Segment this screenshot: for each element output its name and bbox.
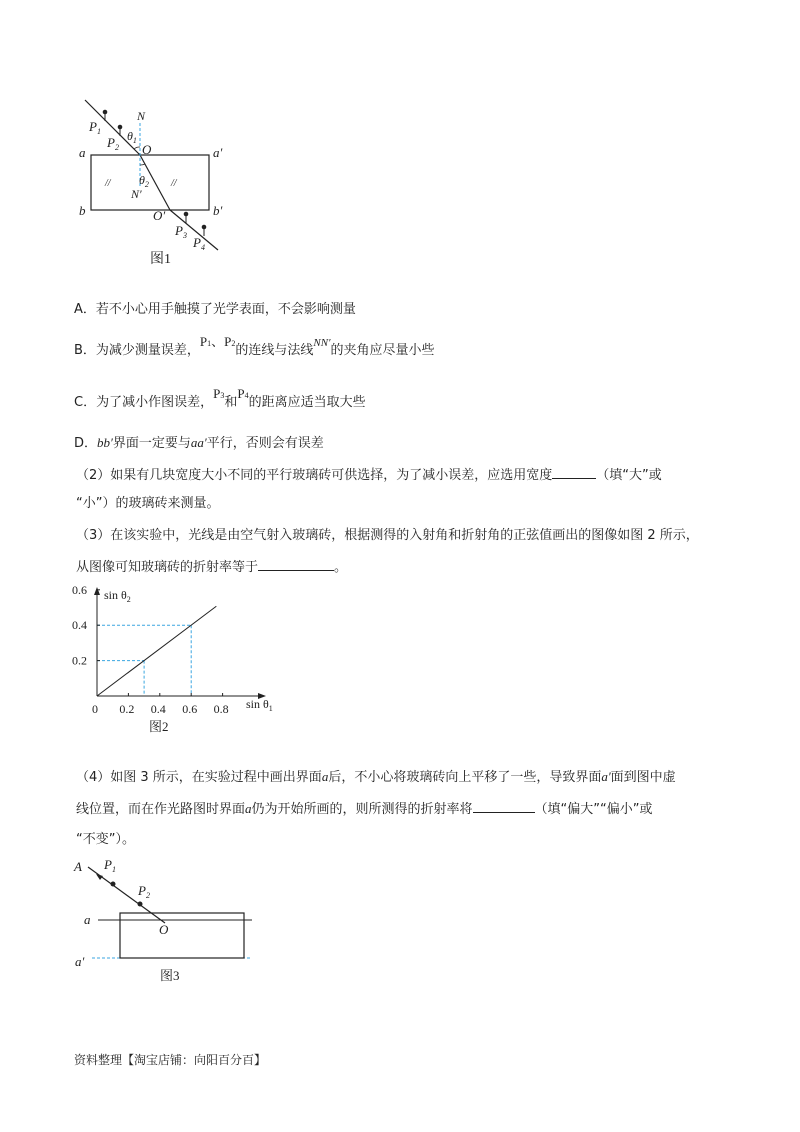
label-a-fig3: a: [84, 912, 91, 927]
q2-line2: “小”）的玻璃砖来测量。: [76, 496, 220, 511]
q4-line2-end: （填“偏大”“偏小”或: [534, 802, 653, 817]
figure-3: [70, 855, 270, 990]
label-o: O: [142, 142, 152, 157]
label-p2-fig3: $P_2$: [138, 883, 150, 900]
q4-answer-blank[interactable]: [473, 798, 535, 813]
option-d-post: 平行，否则会有误差: [206, 436, 324, 451]
q2-text-end: （填“大”或: [596, 468, 662, 483]
pin-p4: [202, 225, 207, 236]
pin-p2-fig3: [138, 902, 143, 907]
label-a-prime: a′: [213, 145, 223, 160]
x-axis-label: $\sin \theta_1$: [246, 697, 273, 713]
option-d-aa: aa′: [190, 435, 207, 450]
option-c: [74, 386, 366, 414]
figure-2-chart: [70, 585, 290, 735]
option-b: [74, 334, 435, 362]
label-theta1: $\theta_1$: [127, 129, 137, 145]
q4-line1-pre: （4）如图 3 所示，在实验过程中画出界面: [76, 770, 322, 785]
option-d-bb: bb′: [97, 435, 113, 450]
option-b-nn: NN′: [313, 337, 331, 349]
label-a: a: [79, 145, 86, 160]
label-p4: $P_4$: [193, 235, 205, 252]
option-c-post: 的距离应适当取大些: [248, 395, 366, 410]
footer-text: 资料整理【淘宝店铺：向阳百分百】: [74, 1053, 267, 1067]
option-d-pre: D．: [74, 436, 98, 451]
label-p2: $P_2$: [107, 135, 119, 152]
origin-label: 0: [92, 702, 98, 716]
option-b-mid: 的连线与法线: [235, 343, 314, 358]
option-a: A．若不小心用手触摸了光学表面，不会影响测量: [74, 302, 356, 317]
x-tick-label-3: 0.8: [213, 702, 229, 716]
label-A: A: [74, 859, 82, 874]
angle-arc-2: [140, 164, 145, 165]
y-tick-label-2: 0.6: [72, 585, 87, 597]
option-d-mid: 界面一定要与: [112, 436, 191, 451]
option-c-p3: P3: [213, 386, 225, 401]
option-b-sep: 、: [211, 335, 225, 350]
pin-p2: [118, 125, 123, 136]
q4-line1-post: 面到图中虚: [610, 770, 676, 785]
q4-line2-a: a: [245, 801, 252, 816]
q4-line3: “不变”）。: [76, 832, 135, 847]
label-p1: $P_1$: [89, 119, 101, 136]
q4-line2: [76, 798, 652, 820]
label-n: N: [137, 109, 146, 123]
q4-line1: [76, 767, 676, 788]
pin-p1: [103, 110, 108, 121]
label-p3: $P_3$: [175, 223, 187, 240]
q3-answer-blank[interactable]: [258, 556, 334, 571]
fig1-caption: 图1: [150, 252, 171, 267]
q4-line2-mid: 仍为开始所画的，则所测得的折射率将: [251, 802, 473, 817]
y-tick-label-1: 0.4: [72, 618, 87, 633]
option-d: [74, 433, 324, 454]
q3-line1: （3）在该实验中，光线是由空气射入玻璃砖，根据测得的入射角和折射角的正弦值画出的图像如图 2 所示，: [76, 528, 699, 543]
q3-text: 从图像可知玻璃砖的折射率等于: [76, 560, 259, 575]
q4-line1-a2: a′: [601, 769, 611, 784]
pin-p1-fig3: [111, 882, 116, 887]
option-c-p4: P4: [237, 386, 249, 401]
option-c-pre: C．为了减小作图误差，: [74, 395, 214, 410]
option-b-post: 的夹角应尽量小些: [330, 343, 435, 358]
label-n-prime: N′: [131, 187, 142, 201]
q2-text: （2）如果有几块宽度大小不同的平行玻璃砖可供选择，为了减小误差，应选用宽度: [76, 468, 553, 483]
data-line-0: [97, 606, 216, 696]
y-tick-label-0: 0.2: [72, 653, 87, 668]
label-o-prime: O′: [153, 208, 166, 223]
angle-arc-1: [134, 147, 140, 149]
label-b: b: [79, 203, 86, 218]
y-axis-arrow: [94, 587, 100, 595]
option-b-pre: B．为减少测量误差，: [74, 343, 200, 358]
option-b-p1: P1: [199, 334, 212, 349]
q4-line2-pre: 线位置，而在作光路图时界面: [76, 802, 246, 817]
figure-1: [75, 95, 245, 275]
q3-text-end: 。: [334, 560, 348, 575]
glass-hatch-2: //: [171, 178, 177, 189]
fig3-caption: 图3: [160, 968, 180, 983]
option-b-p2: P2: [224, 334, 236, 349]
y-axis-label: $\sin \theta_2$: [104, 588, 131, 604]
q4-line1-a: a: [321, 769, 329, 784]
x-tick-label-0: 0.2: [119, 702, 135, 716]
label-b-prime: b′: [213, 203, 223, 218]
glass-hatch-1: //: [105, 178, 111, 189]
fig2-caption: 图2: [149, 719, 169, 734]
x-tick-label-1: 0.4: [150, 702, 166, 716]
option-c-and: 和: [224, 395, 238, 410]
label-p1-fig3: $P_1$: [104, 857, 116, 874]
q4-line1-mid: 后，不小心将玻璃砖向上平移了一些，导致界面: [328, 770, 602, 785]
label-o-fig3: O: [159, 922, 169, 937]
label-a-prime-fig3: a′: [75, 954, 85, 969]
label-theta2: $\theta_2$: [139, 173, 149, 189]
q2-answer-blank[interactable]: [552, 464, 596, 479]
q3-line2: [76, 556, 347, 578]
x-tick-label-2: 0.6: [182, 702, 198, 716]
q2-line1: [76, 464, 662, 486]
